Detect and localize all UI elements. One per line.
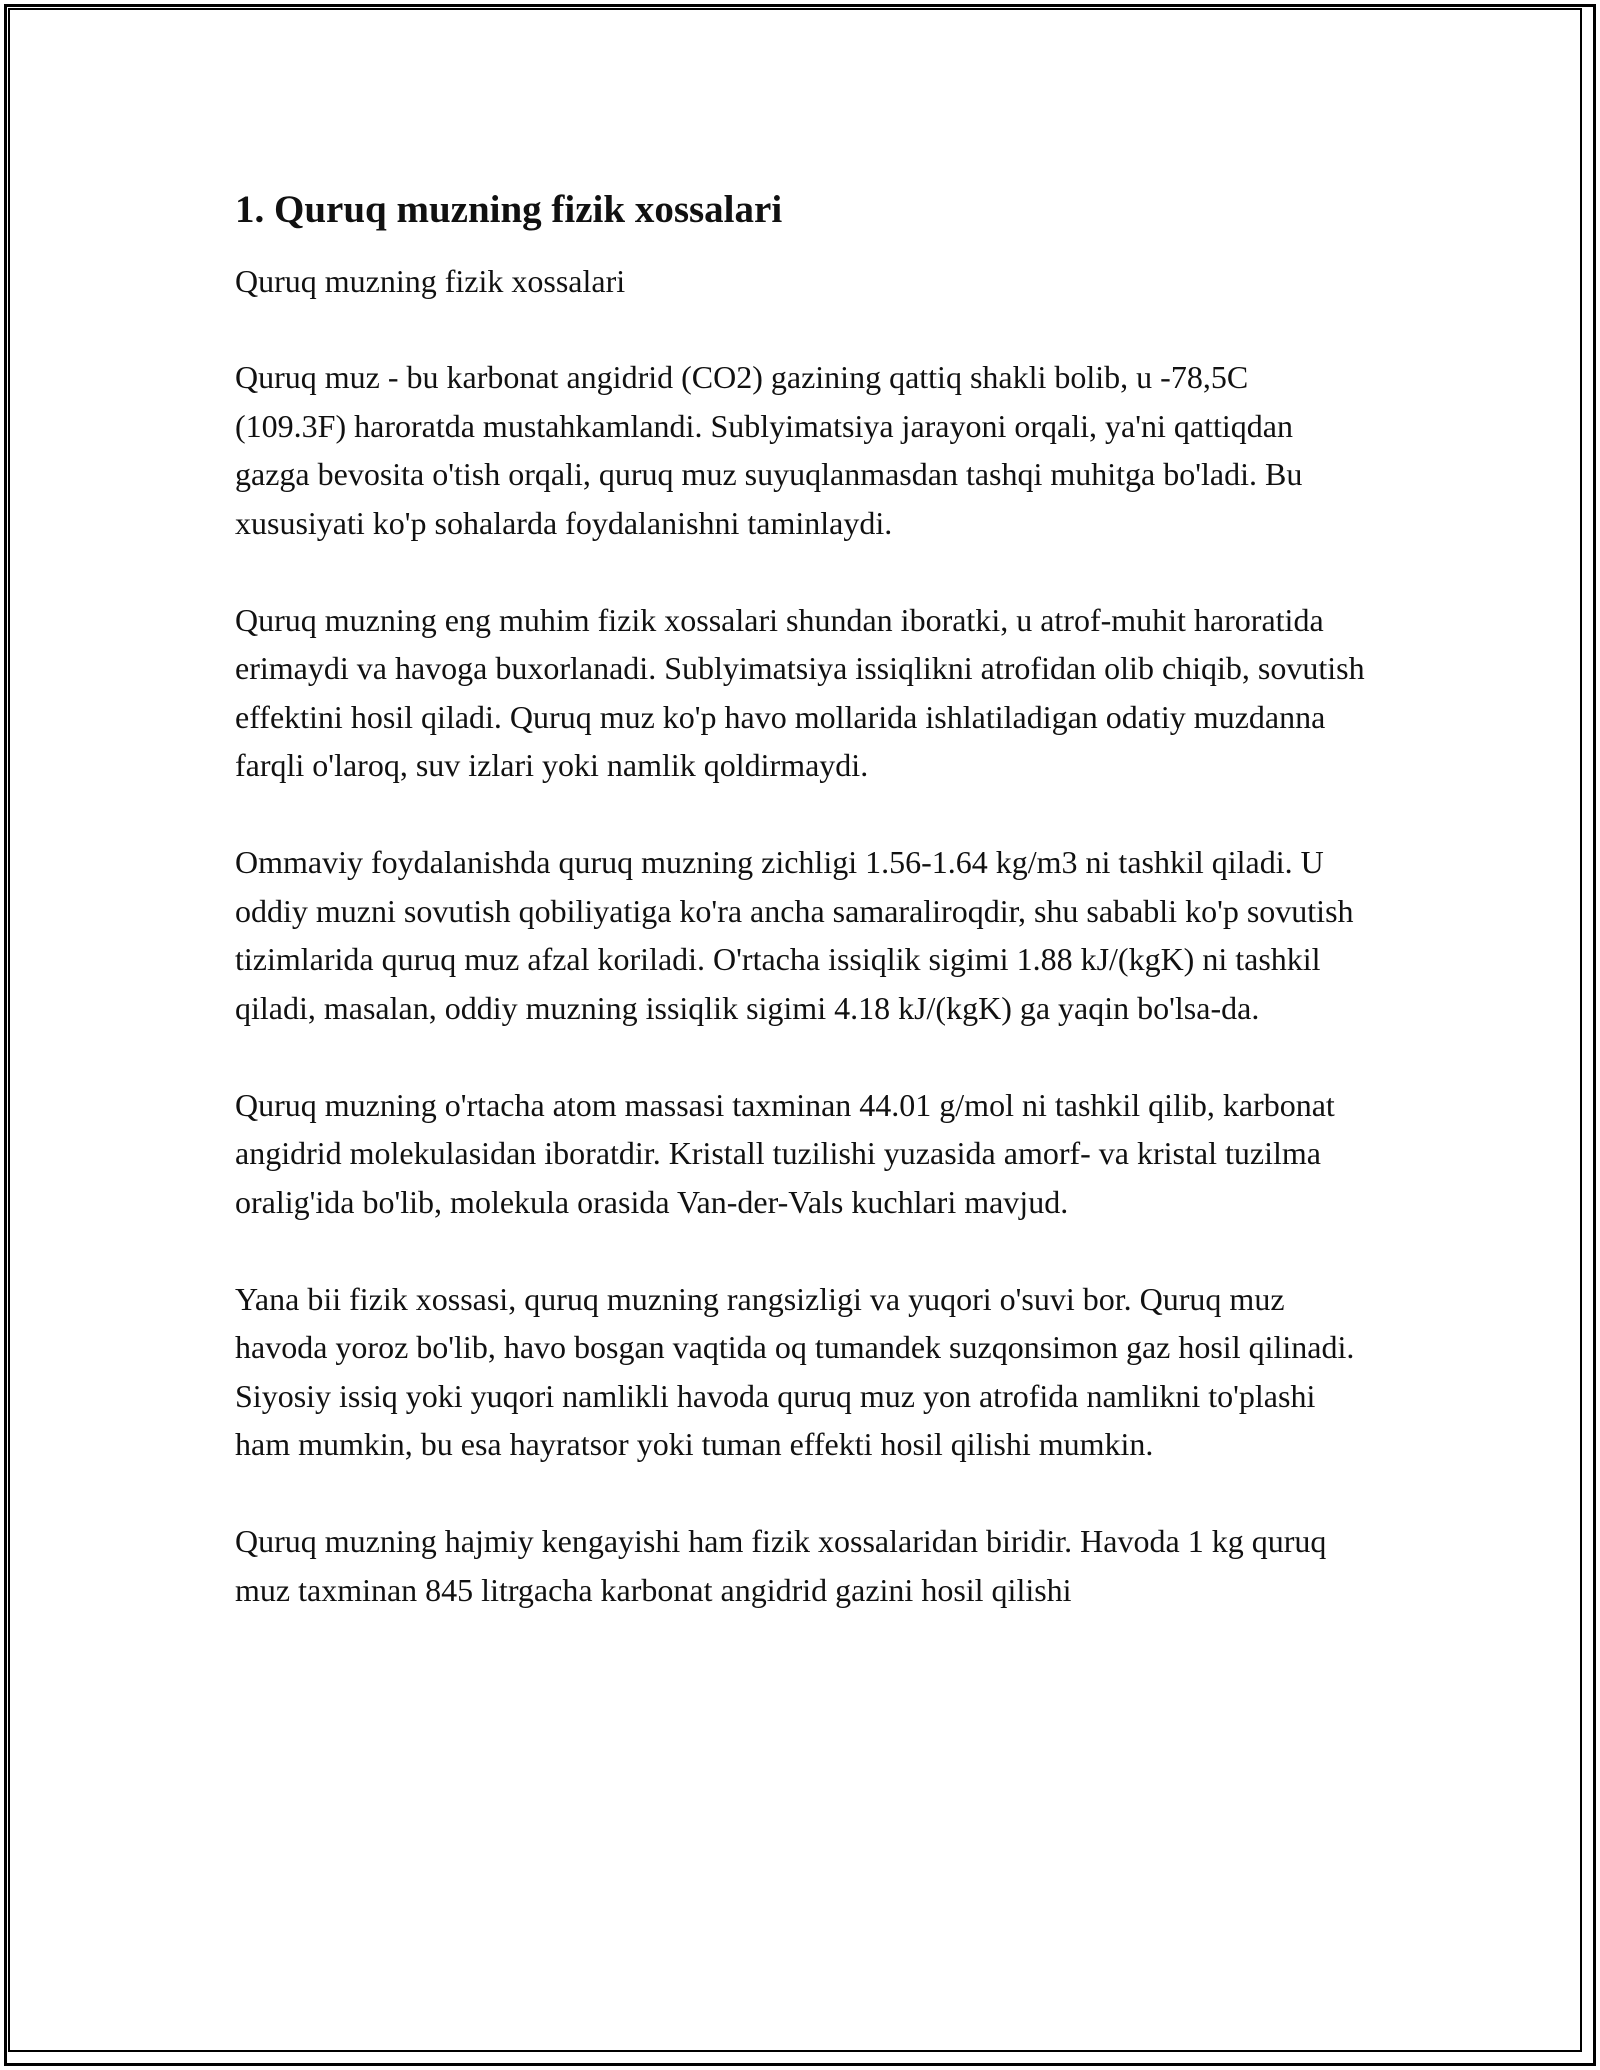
paragraph-4: Quruq muzning o'rtacha atom massasi taxminan 44.01 g/mol ni tashkil qilib, karbonat angidrid molekulasidan iboratdir. Kristall tuzilishi yuzasida amorf- va kristal tuzilma oralig'ida bo'lib, molekula orasida Van-der-Vals kuchlari mavjud. — [235, 1086, 1335, 1220]
paragraph-1: Quruq muz - bu karbonat angidrid (CO2) gazining qattiq shakli bolib, u -78,5C (109.3F) haroratda mustahkamlandi. Sublyimatsiya jarayoni orqali, ya'ni qattiqdan gazga bevosita o'tish orqali, quruq muz suyuqlanmasdan tashqi muhitga bo'ladi. Bu xususiyati ko'p sohalarda foydalanishni taminlaydi. — [235, 359, 1303, 541]
paragraph-2: Quruq muzning eng muhim fizik xossalari shundan iboratki, u atrof-muhit haroratida erimaydi va havoga buxorlanadi. Sublyimatsiya issiqlikni atrofidan olib chiqib, sovutish effektini hosil qiladi. Quruq muz ko'p havo mollarida ishlatiladigan odatiy muzdanna farqli o'laroq, suv izlari yoki namlik qoldirmaydi. — [235, 601, 1365, 783]
paragraph-3: Ommaviy foydalanishda quruq muzning zichligi 1.56-1.64 kg/m3 ni tashkil qiladi. U oddiy muzni sovutish qobiliyatiga ko'ra ancha samaraliroqdir, shu sababli ko'p sovutish tizimlarida quruq muz afzal koriladi. O'rtacha issiqlik sigimi 1.88 kJ/(kgK) ni tashkil qiladi, masalan, oddiy muzning issiqlik sigimi 4.18 kJ/(kgK) ga yaqin bo'lsa-da. — [235, 844, 1354, 1026]
paragraph-6: Quruq muzning hajmiy kengayishi ham fizik xossalaridan biridir. Havoda 1 kg quruq muz taxminan 845 litrgacha karbonat angidrid gazini hosil qilishi — [235, 1523, 1327, 1608]
section-subtitle: Quruq muzning fizik xossalari — [235, 263, 626, 299]
paragraph-5: Yana bii fizik xossasi, quruq muzning rangsizligi va yuqori o'suvi bor. Quruq muz havoda yoroz bo'lib, havo bosgan vaqtida oq tumandek suzqonsimon gaz hosil qilinadi. Siyosiy issiq yoki yuqori namlikli havoda quruq muz yon atrofida namlikni to'plashi ham mumkin, bu esa hayratsor yoki tuman effekti hosil qilishi mumkin. — [235, 1280, 1355, 1462]
document-body — [235, 185, 1365, 1614]
section-heading: 1. Quruq muzning fizik xossalari — [235, 188, 783, 231]
